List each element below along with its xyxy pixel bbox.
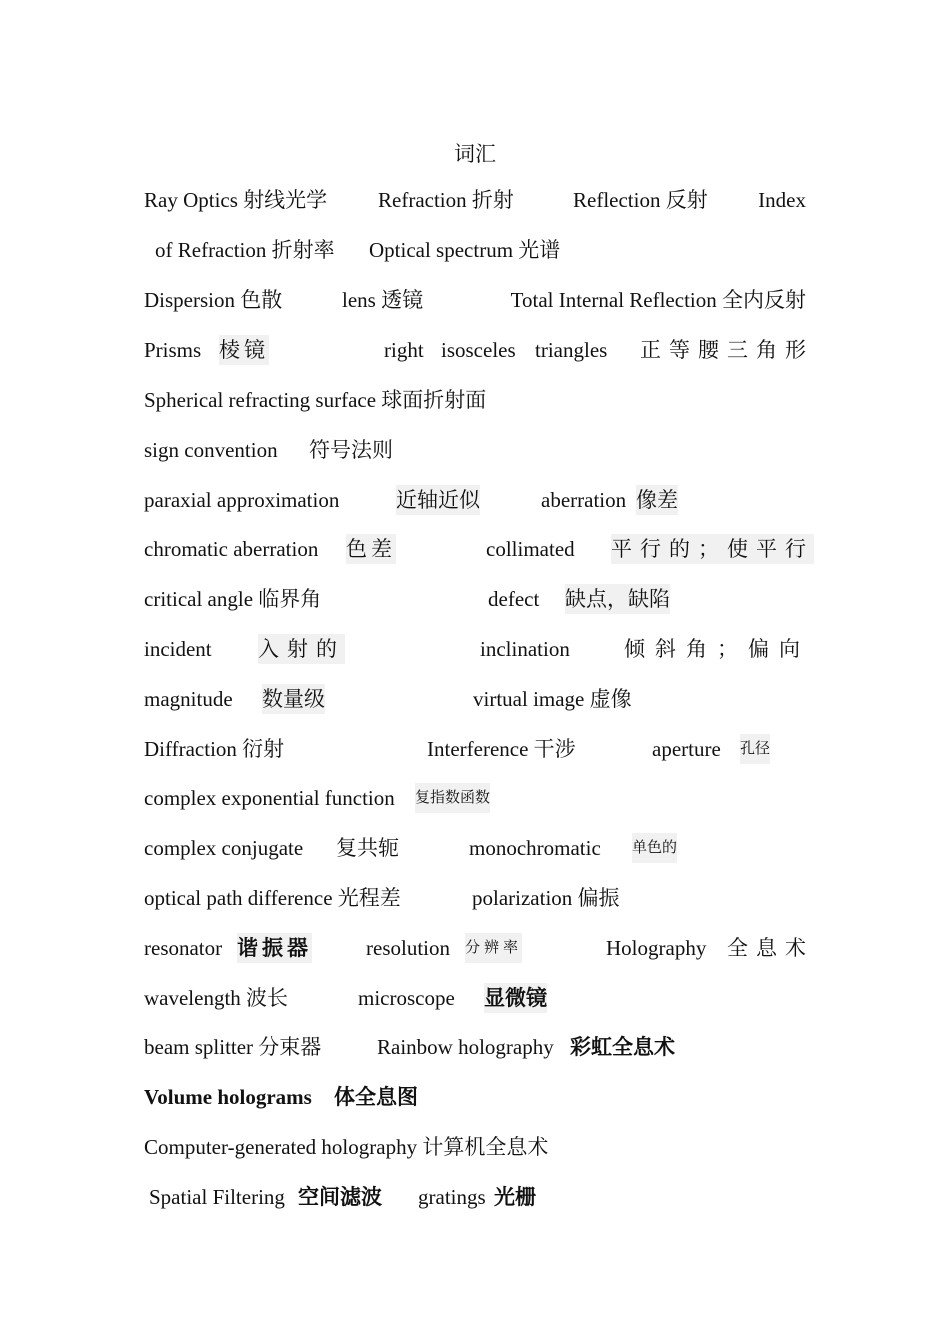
term: defect bbox=[488, 587, 540, 611]
term-chinese: 光栅 bbox=[494, 1185, 536, 1209]
vocab-line-6 bbox=[144, 485, 808, 515]
term: aberration bbox=[541, 488, 627, 512]
term: resolution bbox=[366, 936, 450, 960]
term: inclination bbox=[480, 637, 570, 661]
term: complex conjugate bbox=[144, 836, 304, 860]
term: collimated bbox=[486, 537, 575, 561]
term: Dispersion 色散 bbox=[144, 288, 283, 312]
term-chinese: 数量级 bbox=[262, 684, 325, 714]
term: Optical spectrum 光谱 bbox=[369, 238, 561, 262]
term: Reflection 反射 bbox=[573, 188, 708, 212]
term: resonator bbox=[144, 936, 223, 960]
term-chinese: 孔径 bbox=[740, 734, 770, 764]
term: Spatial Filtering bbox=[149, 1185, 285, 1209]
vocab-line-18 bbox=[144, 1082, 808, 1112]
term: Interference 干涉 bbox=[427, 737, 576, 761]
term-chinese: 正等腰三角形 bbox=[640, 338, 814, 362]
term: monochromatic bbox=[469, 836, 601, 860]
term: right bbox=[384, 338, 424, 362]
vocab-line-16 bbox=[144, 983, 808, 1013]
term: Refraction 折射 bbox=[378, 188, 514, 212]
term: Prisms bbox=[144, 338, 202, 362]
term: Total Internal Reflection 全内反射 bbox=[510, 288, 806, 312]
term: complex exponential function bbox=[144, 786, 395, 810]
term-chinese: 复共轭 bbox=[336, 836, 399, 860]
term-chinese: 色差 bbox=[346, 534, 396, 564]
term: Rainbow holography bbox=[377, 1035, 554, 1059]
term: microscope bbox=[358, 986, 455, 1010]
term-chinese: 体全息图 bbox=[334, 1085, 418, 1109]
term: isosceles bbox=[441, 338, 516, 362]
vocab-line-8 bbox=[144, 584, 808, 614]
term-chinese: 符号法则 bbox=[309, 438, 393, 462]
term-chinese: 像差 bbox=[636, 485, 678, 515]
term: magnitude bbox=[144, 687, 233, 711]
term-chinese: 谐振器 bbox=[237, 933, 312, 963]
term: Computer-generated holography 计算机全息术 bbox=[144, 1135, 549, 1159]
term: chromatic aberration bbox=[144, 537, 319, 561]
vocab-line-12 bbox=[144, 783, 808, 813]
vocab-line-7 bbox=[144, 534, 814, 564]
term: paraxial approximation bbox=[144, 488, 340, 512]
term-chinese: 彩虹全息术 bbox=[570, 1035, 675, 1059]
term-chinese: 入射的 bbox=[258, 634, 345, 664]
page-title: 词汇 bbox=[454, 142, 496, 166]
term: optical path difference 光程差 bbox=[144, 886, 401, 910]
term-chinese: 缺点，缺陷 bbox=[565, 584, 670, 614]
term: polarization 偏振 bbox=[472, 886, 620, 910]
vocab-line-3 bbox=[144, 335, 814, 365]
term: wavelength 波长 bbox=[144, 986, 289, 1010]
term-chinese: 棱镜 bbox=[219, 335, 269, 365]
vocab-line-17 bbox=[144, 1032, 808, 1062]
term-chinese: 单色的 bbox=[632, 833, 677, 863]
term-chinese: 分辨率 bbox=[465, 933, 522, 963]
term: of Refraction 折射率 bbox=[155, 238, 335, 262]
term-chinese: 显微镜 bbox=[484, 983, 547, 1013]
term-chinese: 平行的；使平行 bbox=[611, 534, 814, 564]
vocab-line-11 bbox=[144, 734, 808, 764]
vocab-line-14 bbox=[144, 883, 808, 913]
vocab-line-1 bbox=[144, 235, 808, 265]
term: lens 透镜 bbox=[342, 288, 424, 312]
term: Diffraction 衍射 bbox=[144, 737, 285, 761]
term: gratings bbox=[418, 1185, 486, 1209]
term: Ray Optics 射线光学 bbox=[144, 188, 328, 212]
vocab-line-5 bbox=[144, 435, 808, 465]
term-chinese: 空间滤波 bbox=[298, 1185, 382, 1209]
term-chinese: 复指数函数 bbox=[415, 783, 490, 813]
vocab-line-10 bbox=[144, 684, 808, 714]
term: Index bbox=[758, 188, 806, 212]
term: triangles bbox=[535, 338, 608, 362]
term-chinese: 倾斜角；偏向 bbox=[624, 637, 810, 661]
vocab-line-2 bbox=[144, 285, 808, 315]
term: critical angle 临界角 bbox=[144, 587, 322, 611]
vocab-line-0 bbox=[144, 185, 808, 215]
term: Volume holograms bbox=[144, 1085, 312, 1109]
vocab-line-4 bbox=[144, 385, 808, 415]
term: Spherical refracting surface 球面折射面 bbox=[144, 388, 487, 412]
term: sign convention bbox=[144, 438, 278, 462]
vocab-line-13 bbox=[144, 833, 808, 863]
vocab-line-15 bbox=[144, 933, 814, 963]
vocab-line-20 bbox=[144, 1182, 808, 1212]
term: incident bbox=[144, 637, 212, 661]
term: Holography bbox=[606, 936, 707, 960]
vocab-line-9 bbox=[144, 634, 808, 664]
term-chinese: 近轴近似 bbox=[396, 485, 480, 515]
term: beam splitter 分束器 bbox=[144, 1035, 322, 1059]
term: virtual image 虚像 bbox=[473, 687, 632, 711]
term-chinese: 全息术 bbox=[727, 936, 814, 960]
vocab-line-19 bbox=[144, 1132, 808, 1162]
term: aperture bbox=[652, 737, 721, 761]
